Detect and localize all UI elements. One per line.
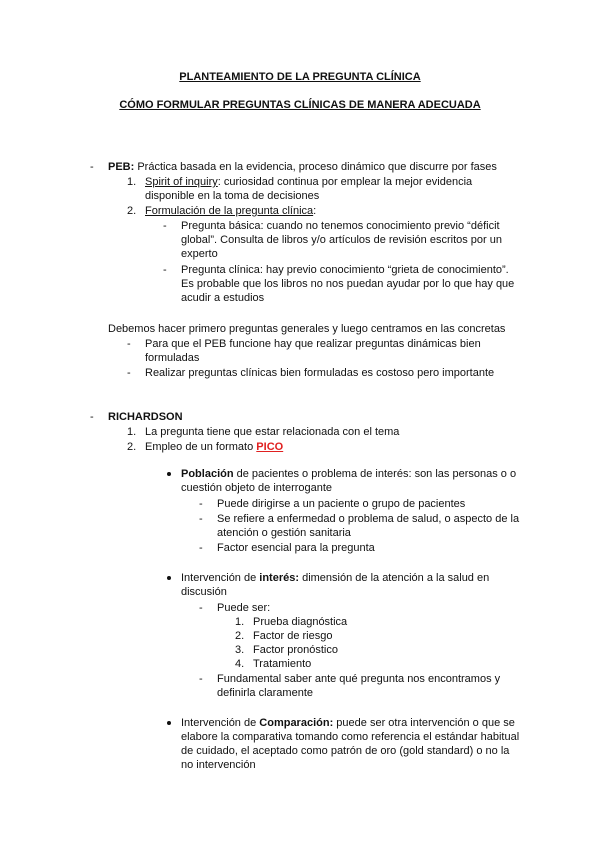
list-item: La pregunta tiene que estar relacionada con el tema bbox=[145, 426, 400, 438]
page-title: PLANTEAMIENTO DE LA PREGUNTA CLÍNICA bbox=[179, 71, 421, 83]
list-item bbox=[145, 175, 472, 189]
sub-item-line: Fundamental saber ante qué pregunta nos encontramos y bbox=[217, 673, 501, 685]
dash-marker: - bbox=[90, 161, 94, 173]
dash-marker: - bbox=[163, 264, 167, 276]
peb-heading bbox=[108, 160, 497, 174]
list-number: 3. bbox=[235, 644, 245, 656]
interes-continued: discusión bbox=[181, 586, 227, 598]
sub-item-line: Es probable que los libros no nos puedan ayudar por lo que hay que bbox=[181, 278, 515, 290]
spirit-label: Spirit of inquiry bbox=[145, 176, 218, 188]
sub-item-line: experto bbox=[181, 248, 218, 260]
poblacion-text: de pacientes o problema de interés: son las personas o o bbox=[233, 468, 517, 480]
dash-marker: - bbox=[199, 498, 203, 510]
page-subtitle: CÓMO FORMULAR PREGUNTAS CLÍNICAS DE MANERA ADECUADA bbox=[119, 99, 481, 111]
bullet-marker bbox=[167, 472, 171, 476]
dash-marker: - bbox=[163, 220, 167, 232]
comparacion-line: de cuidado, el aceptado como patrón de oro (gold standard) o no la bbox=[181, 745, 510, 757]
comparacion-item bbox=[181, 716, 515, 730]
sub-item-line: Factor esencial para la pregunta bbox=[217, 542, 375, 554]
dash-marker: - bbox=[127, 367, 131, 379]
poblacion-label: Población bbox=[181, 468, 234, 480]
poblacion-continued: cuestión objeto de interrogante bbox=[181, 482, 333, 494]
comparacion-line: no intervención bbox=[181, 759, 256, 771]
list-item: Prueba diagnóstica bbox=[253, 616, 348, 628]
interes-item bbox=[181, 571, 489, 585]
sub-item-line: Para que el PEB funcione hay que realizar preguntas dinámicas bien bbox=[145, 338, 481, 350]
sub-item-line: global”. Consulta de libros y/o artículos de revisión escritos por un bbox=[181, 234, 502, 246]
dash-marker: - bbox=[90, 411, 94, 423]
list-number: 1. bbox=[127, 426, 137, 438]
list-number: 4. bbox=[235, 658, 245, 670]
poblacion-item bbox=[181, 467, 516, 481]
list-number: 2. bbox=[235, 630, 245, 642]
list-item-continued: disponible en la toma de decisiones bbox=[145, 190, 320, 202]
interes-label: interés: bbox=[259, 572, 300, 584]
list-number: 2. bbox=[127, 441, 137, 453]
sub-item-line: Puede ser: bbox=[217, 602, 271, 614]
list-number: 1. bbox=[127, 176, 137, 188]
list-number: 1. bbox=[235, 616, 245, 628]
sub-item-line: Se refiere a enfermedad o problema de salud, o aspecto de la bbox=[217, 513, 520, 525]
comparacion-line: elabore la comparativa tomando como referencia el estándar habitual bbox=[181, 731, 520, 743]
list-item: Factor de riesgo bbox=[253, 630, 333, 642]
sub-item-line: acudir a estudios bbox=[181, 292, 265, 304]
bullet-marker bbox=[167, 576, 171, 580]
dash-marker: - bbox=[199, 673, 203, 685]
list-item bbox=[145, 204, 316, 218]
sub-item-line: Realizar preguntas clínicas bien formuladas es costoso pero importante bbox=[145, 367, 495, 379]
richardson-heading: RICHARDSON bbox=[108, 411, 183, 423]
sub-item-line: Pregunta clínica: hay previo conocimiento “grieta de conocimiento”. bbox=[181, 264, 509, 276]
dash-marker: - bbox=[199, 602, 203, 614]
list-item-text: : curiosidad continua por emplear la mejor evidencia bbox=[217, 176, 473, 188]
list-number: 2. bbox=[127, 205, 137, 217]
interes-prefix: Intervención de bbox=[181, 572, 260, 584]
bullet-marker bbox=[167, 721, 171, 725]
list-item-text: : bbox=[313, 205, 317, 217]
sub-item-line: formuladas bbox=[145, 352, 200, 364]
list-item-text: Empleo de un formato bbox=[145, 441, 257, 453]
dash-marker: - bbox=[127, 338, 131, 350]
dash-marker: - bbox=[199, 513, 203, 525]
list-item bbox=[145, 440, 283, 454]
comparacion-prefix: Intervención de bbox=[181, 717, 260, 729]
pico-highlight: PICO bbox=[256, 441, 284, 453]
sub-item-line: Puede dirigirse a un paciente o grupo de pacientes bbox=[217, 498, 466, 510]
sub-item-line: Pregunta básica: cuando no tenemos conocimiento previo “déficit bbox=[181, 220, 500, 232]
sub-item-line: definirla claramente bbox=[217, 687, 313, 699]
list-item: Tratamiento bbox=[253, 658, 312, 670]
paragraph: Debemos hacer primero preguntas generales y luego centramos en las concretas bbox=[108, 323, 506, 335]
formulacion-label: Formulación de la pregunta clínica bbox=[145, 205, 314, 217]
list-item: Factor pronóstico bbox=[253, 644, 338, 656]
comparacion-label: Comparación: bbox=[259, 717, 334, 729]
interes-text: dimensión de la atención a la salud en bbox=[299, 572, 490, 584]
comparacion-text: puede ser otra intervención o que se bbox=[333, 717, 515, 729]
peb-text: Práctica basada en la evidencia, proceso dinámico que discurre por fases bbox=[134, 161, 497, 173]
peb-label: PEB: bbox=[108, 161, 135, 173]
sub-item-line: atención o gestión sanitaria bbox=[217, 527, 351, 539]
dash-marker: - bbox=[199, 542, 203, 554]
